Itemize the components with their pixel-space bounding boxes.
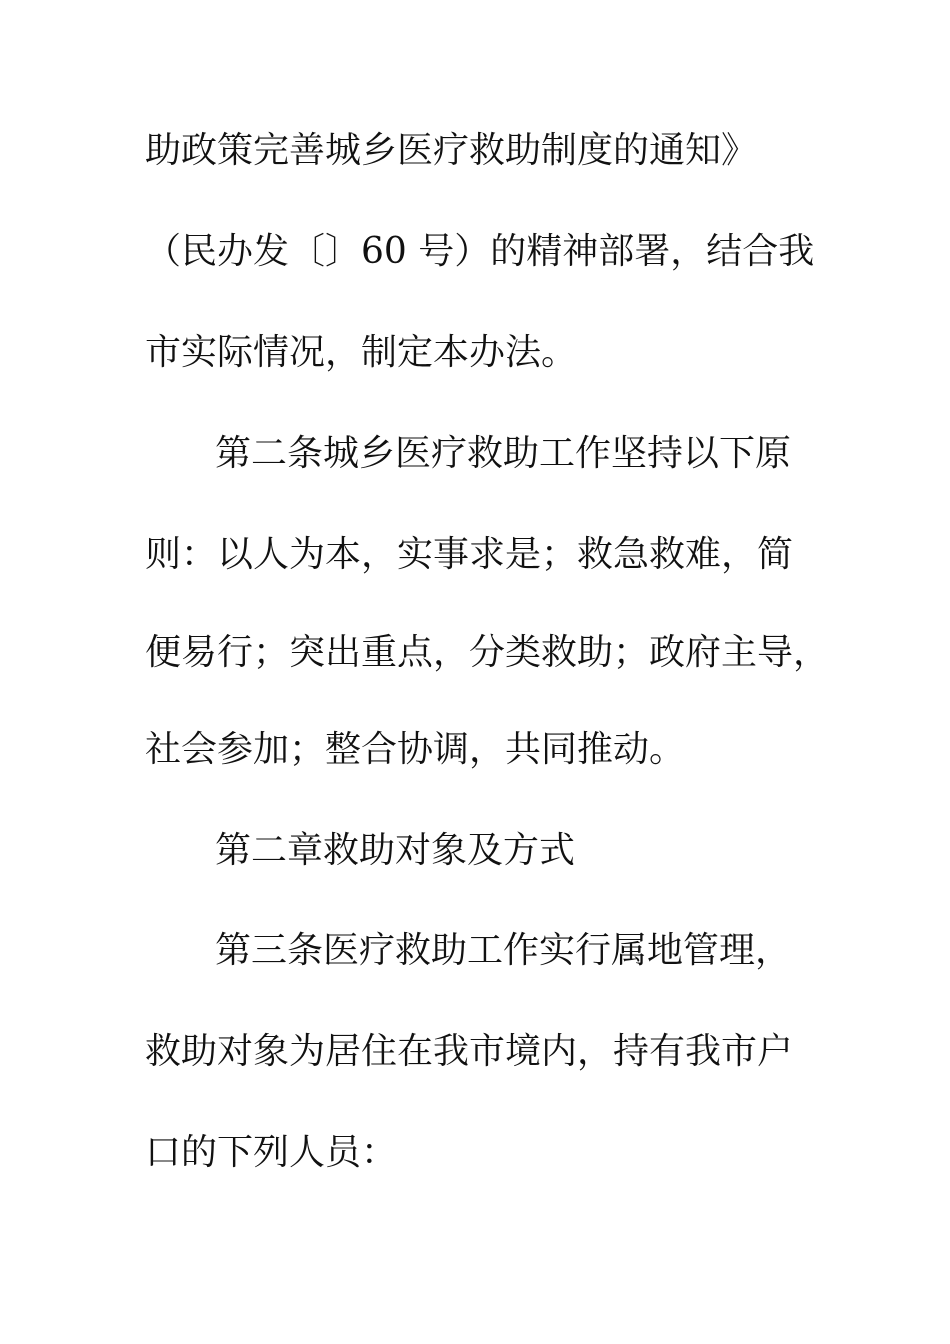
paragraph-line: 便易行；突出重点，分类救助；政府主导，	[145, 632, 830, 673]
paragraph-line: 则：以人为本，实事求是；救急救难，简	[145, 534, 794, 575]
paragraph-line: 口的下列人员：	[145, 1132, 398, 1173]
paragraph-line: 市实际情况，制定本办法。	[145, 332, 578, 373]
paragraph-line: 社会参加；整合协调，共同推动。	[145, 729, 686, 770]
paragraph-line: （民办发〔〕60 号）的精神部署，结合我	[145, 231, 815, 272]
article-2-first-line: 第二条城乡医疗救助工作坚持以下原	[215, 433, 792, 474]
paragraph-line: 救助对象为居住在我市境内，持有我市户	[145, 1031, 794, 1072]
article-3-first-line: 第三条医疗救助工作实行属地管理，	[215, 930, 792, 971]
chapter-heading: 第二章救助对象及方式	[215, 830, 576, 871]
paragraph-line: 助政策完善城乡医疗救助制度的通知》	[145, 130, 758, 171]
